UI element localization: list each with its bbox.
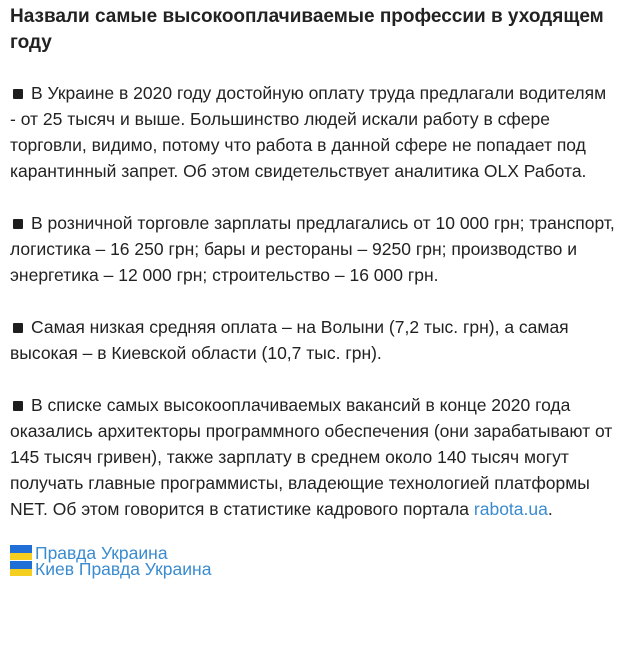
paragraph-regions [10, 314, 615, 366]
telegram-post [10, 4, 615, 579]
ukraine-flag-icon [10, 561, 32, 576]
source-link[interactable]: Правда Украина [35, 543, 168, 563]
paragraph-salaries [10, 210, 615, 288]
black-square-icon [13, 89, 23, 99]
paragraph-it-vacancies [10, 392, 615, 522]
paragraph-text: В списке самых высокооплачиваемых вакансий в конце 2020 года оказались архитекторы программного обеспечения (они зарабатывают от 145 тысяч гривен), также зарплату в среднем около 140 тысяч могут получать главные программисты, владеющие технологией платформы NET. Об этом говорится в статистике кадрового портала [10, 395, 613, 519]
paragraph-text: В розничной торговле зарплаты предлагались от 10 000 грн; транспорт, логистика – 16 250 грн; бары и рестораны – 9250 грн; производство и энергетика – 12 000 грн; строительство – 16 000 грн. [10, 213, 615, 285]
black-square-icon [13, 323, 23, 333]
paragraph-text: Самая низкая средняя оплата – на Волыни (7,2 тыс. грн), а самая высокая – в Киевской области (10,7 тыс. грн). [10, 317, 569, 363]
paragraph-text-end: . [547, 499, 553, 519]
paragraph-drivers [10, 80, 615, 184]
post-title: Назвали самые высокооплачиваемые профессии в уходящем году [10, 6, 604, 53]
black-square-icon [13, 219, 23, 229]
rabota-ua-link[interactable]: rabota.ua [473, 499, 548, 519]
next-link[interactable]: Киев Правда Украина [35, 559, 212, 579]
next-link-row [10, 556, 615, 579]
paragraph-text: В Украине в 2020 году достойную оплату труда предлагали водителям - от 25 тысяч и выше. Большинство людей искали работу в сфере торговли, видимо, потому что работа в данной сфере не попадает под карантинный запрет. Об этом свидетельствует аналитика OLX Работа. [10, 83, 607, 181]
black-square-icon [13, 401, 23, 411]
